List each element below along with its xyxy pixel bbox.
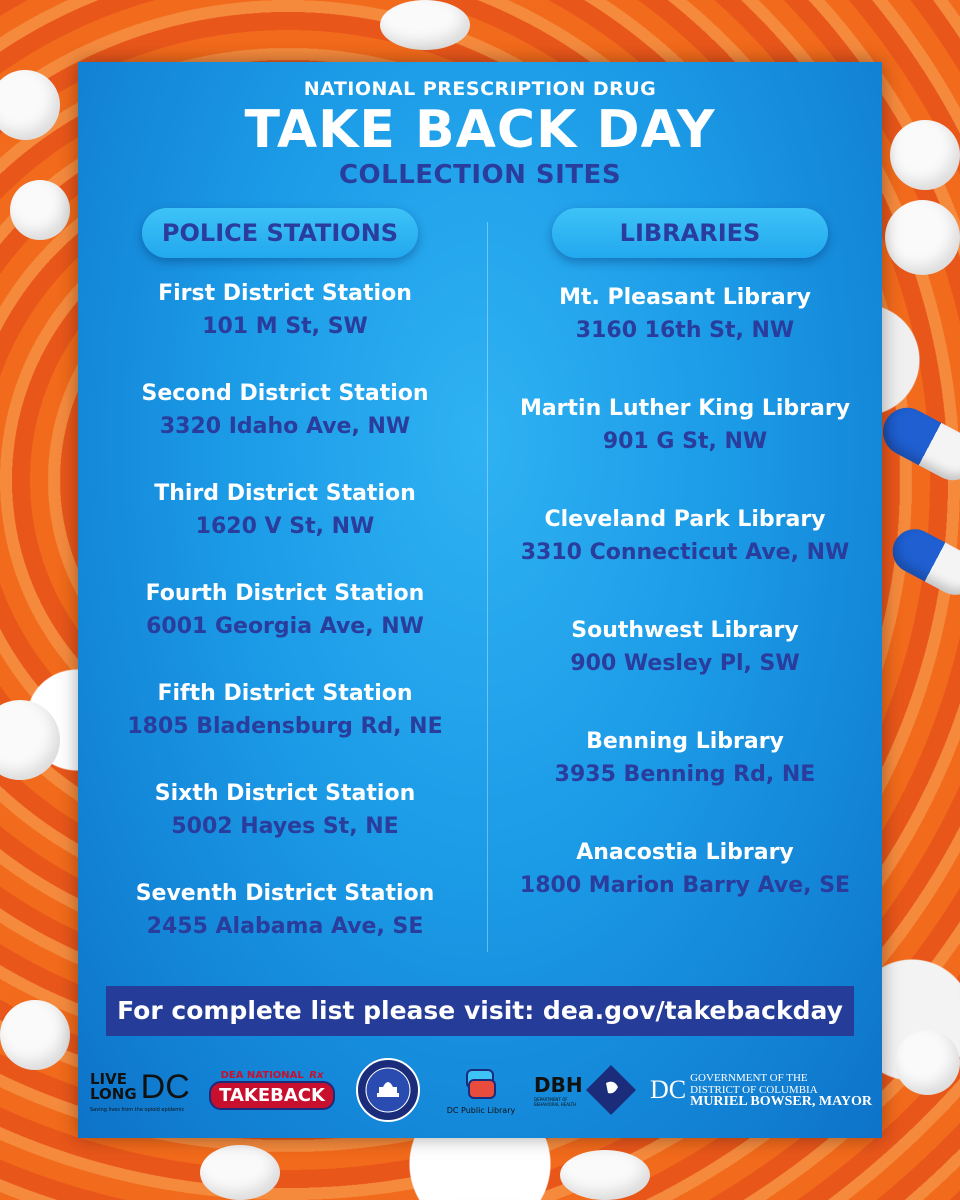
library-entry	[488, 393, 882, 459]
station-address: 1620 V St, NW	[195, 514, 375, 539]
police-station-entry	[85, 878, 485, 944]
pill-decoration	[0, 700, 60, 780]
livelong-dc: DC	[140, 1067, 190, 1106]
pill-decoration	[380, 0, 470, 50]
capsule-decoration	[875, 399, 960, 488]
livelong-tagline: Saving lives from the opioid epidemic	[90, 1106, 185, 1113]
station-name: Second District Station	[141, 381, 429, 406]
station-name: Fourth District Station	[145, 581, 425, 606]
pill-decoration	[560, 1150, 650, 1200]
library-icon	[463, 1066, 499, 1106]
dbh-abbr: DBH	[534, 1073, 583, 1097]
dea-main: TAKEBACK	[209, 1081, 335, 1110]
library-entry	[488, 504, 882, 570]
pill-decoration	[885, 200, 960, 275]
station-name: Third District Station	[154, 481, 416, 506]
livelong-bottom: LONG	[90, 1085, 137, 1103]
gov-line2: DISTRICT OF COLUMBIA	[690, 1084, 818, 1096]
library-address: 3310 Connecticut Ave, NW	[520, 540, 850, 565]
capsule-decoration	[885, 521, 960, 602]
partner-logos	[78, 1050, 882, 1130]
pill-decoration	[895, 1030, 960, 1095]
header-subtitle: NATIONAL PRESCRIPTION DRUG	[303, 78, 657, 100]
station-name: Sixth District Station	[154, 781, 416, 806]
police-station-entry	[85, 278, 485, 344]
library-name: Mt. Pleasant Library	[559, 285, 811, 310]
info-panel	[78, 62, 882, 1138]
dbh-sub: DEPARTMENT OF BEHAVIORAL HEALTH	[534, 1097, 577, 1107]
station-name: Seventh District Station	[135, 881, 435, 906]
page-title: TAKE BACK DAY	[244, 100, 716, 160]
pill-decoration	[200, 1145, 280, 1200]
library-entry	[488, 282, 882, 348]
library-address: 900 Wesley Pl, SW	[570, 651, 800, 676]
library-name: Anacostia Library	[576, 840, 794, 865]
dc-public-library-logo	[446, 1056, 516, 1124]
library-entry	[488, 837, 882, 903]
police-station-entry	[85, 478, 485, 544]
live-long-dc-logo	[90, 1056, 198, 1124]
library-address: 1800 Marion Barry Ave, SE	[519, 873, 851, 898]
library-address: 3935 Benning Rd, NE	[554, 762, 816, 787]
police-badge-icon	[355, 1057, 421, 1123]
gov-dc: DC	[649, 1075, 687, 1104]
library-address: 901 G St, NW	[602, 429, 768, 454]
police-station-entry	[85, 378, 485, 444]
gov-line3: MURIEL BOWSER, MAYOR	[690, 1094, 873, 1109]
station-address: 101 M St, SW	[202, 314, 368, 339]
dc-map-icon	[584, 1063, 638, 1117]
dbh-logo	[530, 1056, 642, 1124]
header-collection-sites: COLLECTION SITES	[338, 160, 622, 190]
police-station-entry	[85, 678, 485, 744]
station-name: Fifth District Station	[157, 681, 413, 706]
dea-takeback-logo	[216, 1056, 328, 1124]
dcpl-label: DC Public Library	[446, 1105, 516, 1115]
gov-line1: GOVERNMENT OF THE	[690, 1072, 808, 1084]
station-address: 3320 Idaho Ave, NW	[159, 414, 411, 439]
station-address: 5002 Hayes St, NE	[171, 814, 399, 839]
library-address: 3160 16th St, NW	[575, 318, 795, 343]
pill-decoration	[0, 1000, 70, 1070]
library-name: Benning Library	[586, 729, 784, 754]
police-stations-heading: POLICE STATIONS	[142, 208, 418, 258]
station-address: 1805 Bladensburg Rd, NE	[127, 714, 443, 739]
pill-decoration	[0, 70, 60, 140]
library-name: Martin Luther King Library	[519, 396, 851, 421]
library-name: Cleveland Park Library	[544, 507, 826, 532]
police-station-entry	[85, 578, 485, 644]
visit-link-banner[interactable]: For complete list please visit: dea.gov/takebackday	[106, 986, 854, 1036]
dea-top: DEA NATIONAL	[220, 1070, 304, 1081]
station-name: First District Station	[158, 281, 412, 306]
pill-decoration	[10, 180, 70, 240]
rx-icon: Rx	[309, 1070, 324, 1081]
library-entry	[488, 615, 882, 681]
pill-decoration	[890, 120, 960, 190]
police-station-entry	[85, 778, 485, 844]
libraries-heading: LIBRARIES	[552, 208, 828, 258]
dc-government-logo	[649, 1056, 873, 1124]
station-address: 2455 Alabama Ave, SE	[146, 914, 424, 939]
livelong-top: LIVE	[90, 1070, 127, 1088]
library-entry	[488, 726, 882, 792]
library-name: Southwest Library	[571, 618, 799, 643]
mpd-badge-logo	[348, 1056, 428, 1124]
station-address: 6001 Georgia Ave, NW	[146, 614, 424, 639]
